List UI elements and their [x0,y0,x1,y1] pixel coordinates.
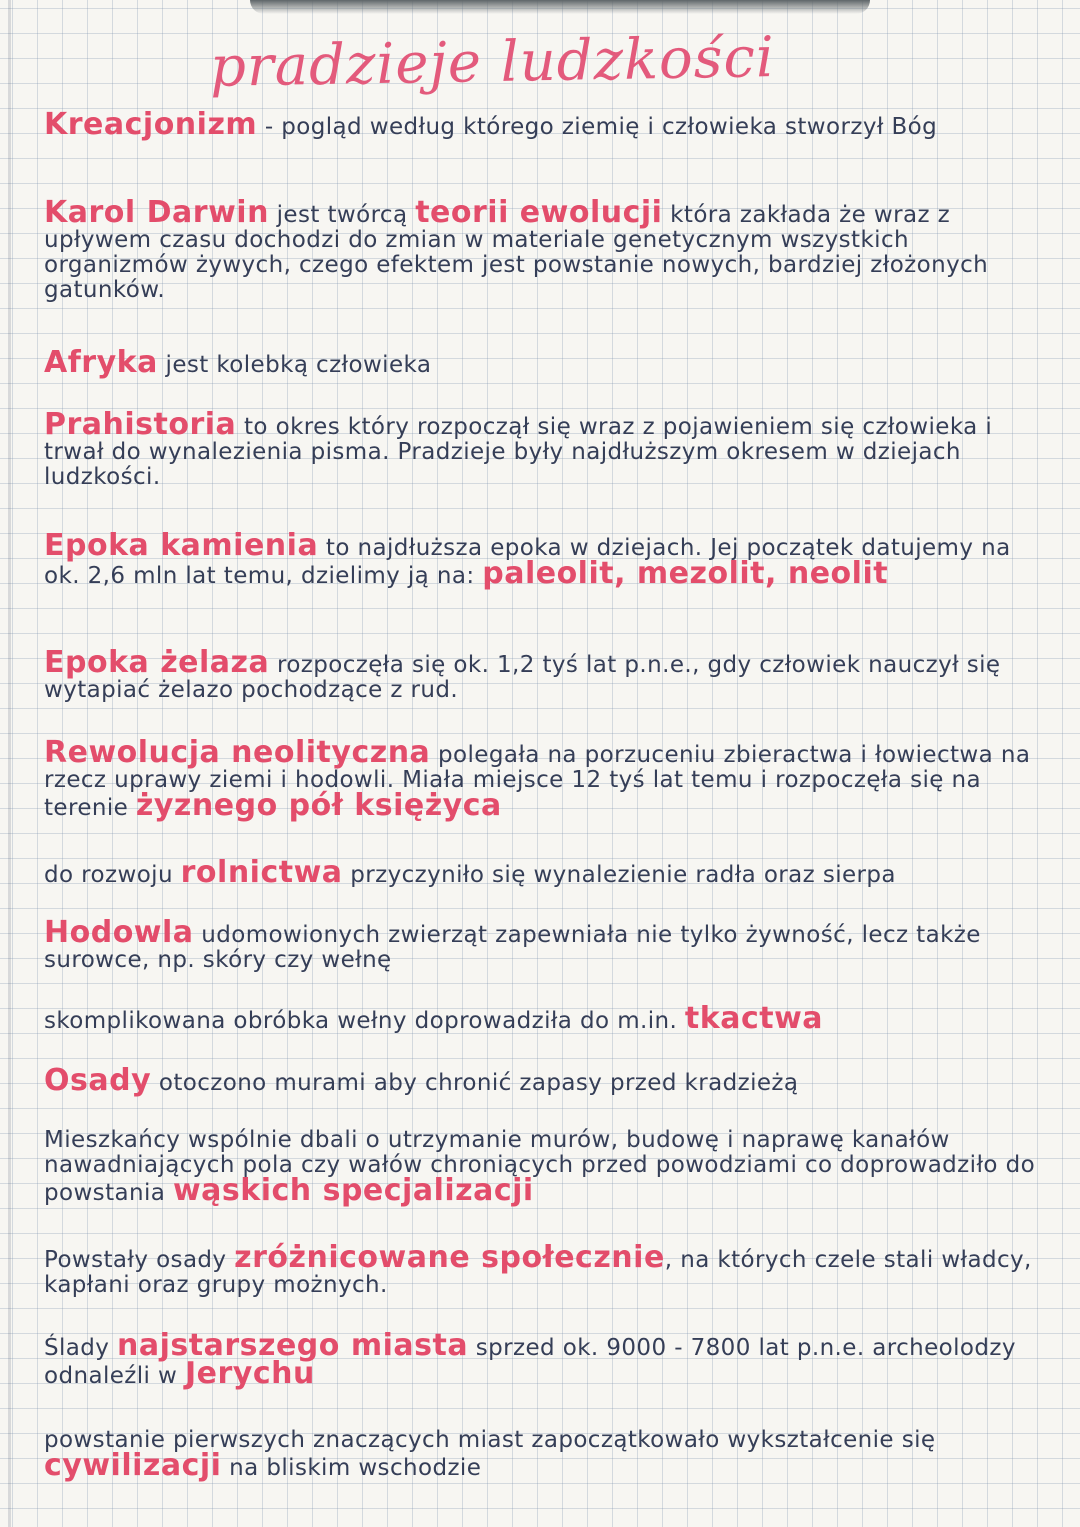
note-text: jest twórcą [268,202,416,228]
note-text: skomplikowana obróbka wełny doprowadziła do m.in. [44,1008,685,1034]
note-najstarsze-miasto [44,1328,1044,1391]
highlighted-term: Epoka kamienia [44,528,319,563]
note-tkactwo [44,1001,1044,1036]
note-text: , na których czele stali władcy, kapłani oraz grupy możnych. [44,1247,1032,1298]
note-text: Ślady [44,1335,118,1361]
highlighted-term: Kreacjonizm [44,107,258,142]
note-text: rozpoczęła się ok. 1,2 tyś lat p.n.e., gdy człowiek nauczył się wytapiać żelazo pochodzące z rud. [44,652,1001,703]
note-rolnictwo [44,855,1044,890]
note-text: sprzed ok. 9000 - 7800 lat p.n.e. archeolodzy odnaleźli w [44,1335,1016,1389]
note-text: do rozwoju [44,862,181,888]
note-text: polegała na porzuceniu zbieractwa i łowiectwa na rzecz uprawy ziemi i hodowli. Miała miejsce 12 tyś lat temu i rozpoczęła się na terenie [44,742,1031,821]
note-text: powstanie pierwszych znaczących miast zapoczątkowało wykształcenie się [44,1427,936,1453]
note-text: udomowionych zwierząt zapewniała nie tylko żywność, lecz także surowce, np. skóry czy wełnę [44,922,981,973]
note-epoka-kamienia [44,528,1044,591]
note-text: Powstały osady [44,1247,235,1273]
note-text: jest kolebką człowieka [157,352,432,378]
highlighted-term: Hodowla [44,915,194,950]
highlighted-term: najstarszego miasta [117,1328,469,1363]
note-prahistoria [44,407,1044,490]
note-text: to najdłuższa epoka w dziejach. Jej początek datujemy na ok. 2,6 mln lat temu, dzielimy ją na: [44,535,1011,589]
highlighted-term: tkactwa [684,1001,824,1036]
highlighted-term: zróżnicowane społecznie [234,1240,665,1275]
highlighted-term: Prahistoria [44,407,237,442]
highlighted-term: Osady [44,1063,152,1098]
highlighted-term: Rewolucja neolityczna [44,735,431,770]
highlighted-term: teorii ewolucji [415,195,663,230]
note-mieszkancy [44,1128,1044,1206]
highlighted-term: Afryka [44,345,158,380]
page-title: pradzieje ludzkości [209,25,776,100]
highlighted-term: Epoka żelaza [44,645,270,680]
note-cywilizacja [44,1428,1044,1481]
highlighted-term: Karol Darwin [44,195,269,230]
note-text: to okres który rozpoczął się wraz z pojawieniem się człowieka i trwał do wynalezienia pisma. Pradzieje były najdłuższym okresem w dziejach ludzkości. [44,414,993,490]
highlighted-term: rolnictwa [180,855,343,890]
note-text: przyczyniło się wynalezienie radła oraz sierpa [342,862,896,888]
note-osady [44,1063,1044,1098]
note-darwin [44,195,1044,303]
note-kreacjonizm [44,107,1044,142]
note-text: która zakłada że wraz z upływem czasu dochodzi do zmian w materiale genetycznym wszystkich organizmów żywych, czego efektem jest powstanie nowych, bardziej złożonych gatunków. [44,202,989,303]
note-text: na bliskim wschodzie [221,1455,482,1481]
highlighted-term: wąskich specjalizacji [172,1173,534,1208]
note-epoka-zelaza [44,645,1044,703]
page-top-shadow [250,0,870,14]
highlighted-term: żyznego pół księżyca [135,788,502,823]
highlighted-term: Jerychu [184,1356,315,1391]
note-text: Mieszkańcy wspólnie dbali o utrzymanie murów, budowę i naprawę kanałów nawadniających pola czy wałów chroniących przed powodziami co doprowadziło do powstania [44,1127,1036,1206]
note-zroznicowane-spolecznie [44,1240,1044,1298]
note-afryka [44,345,1044,380]
highlighted-term: paleolit, mezolit, neolit [482,556,889,591]
note-text: otoczono murami aby chronić zapasy przed kradzieżą [151,1070,799,1096]
note-rewolucja-neolityczna [44,735,1044,823]
note-text: - pogląd według którego ziemię i człowieka stworzył Bóg [257,114,938,140]
highlighted-term: cywilizacji [44,1448,222,1483]
note-hodowla [44,915,1044,973]
